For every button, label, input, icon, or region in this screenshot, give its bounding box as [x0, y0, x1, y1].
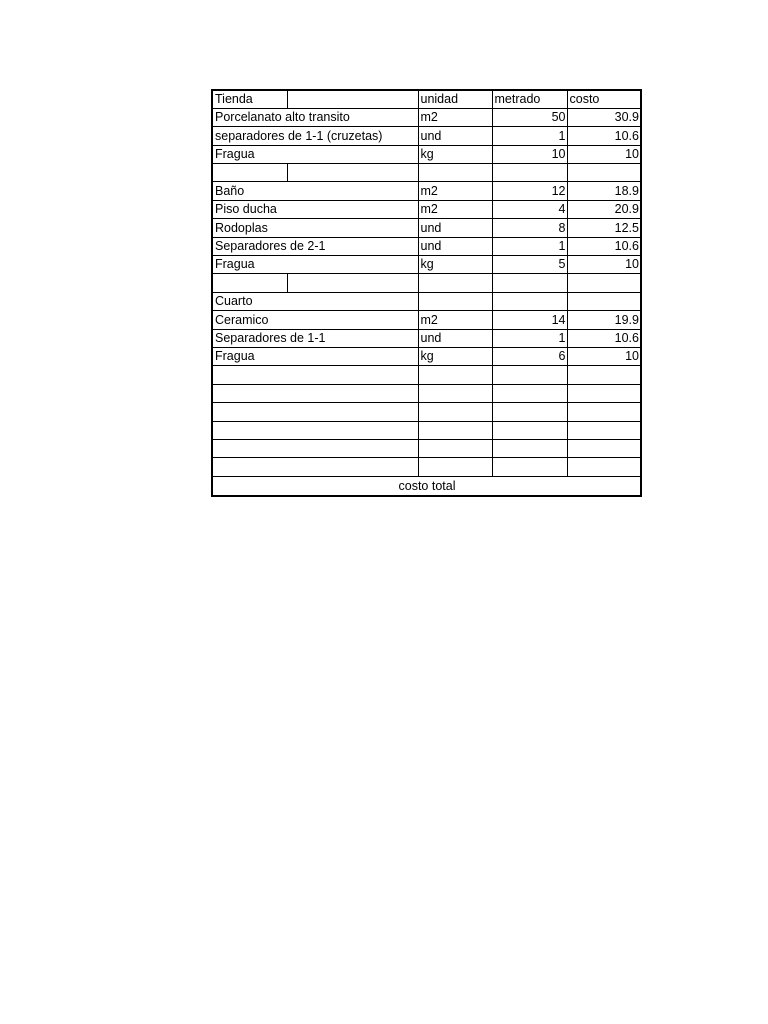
empty-cell[interactable]	[567, 458, 641, 476]
costo-cell[interactable]: 18.9	[567, 182, 641, 200]
item-cell[interactable]: Fragua	[212, 145, 418, 163]
table-row	[212, 329, 641, 347]
empty-cell[interactable]	[492, 421, 567, 439]
section-title-cell[interactable]: Cuarto	[212, 292, 418, 310]
empty-cell[interactable]	[212, 458, 418, 476]
header-row	[212, 90, 641, 108]
empty-cell[interactable]	[418, 421, 492, 439]
empty-cell[interactable]	[212, 421, 418, 439]
empty-cell[interactable]	[212, 439, 418, 457]
metrado-cell[interactable]	[492, 292, 567, 310]
empty-cell[interactable]	[492, 403, 567, 421]
empty-cell[interactable]	[418, 164, 492, 182]
unidad-cell[interactable]: kg	[418, 145, 492, 163]
unidad-cell[interactable]: m2	[418, 182, 492, 200]
costo-cell[interactable]: 12.5	[567, 219, 641, 237]
empty-row	[212, 366, 641, 384]
unidad-cell[interactable]: und	[418, 127, 492, 145]
costo-cell[interactable]: 30.9	[567, 108, 641, 126]
empty-cell[interactable]	[492, 384, 567, 402]
header-costo-cell[interactable]: costo	[567, 90, 641, 108]
metrado-cell[interactable]: 8	[492, 219, 567, 237]
metrado-cell[interactable]: 4	[492, 200, 567, 218]
costo-cell[interactable]	[567, 292, 641, 310]
metrado-cell[interactable]: 14	[492, 311, 567, 329]
table-row	[212, 347, 641, 365]
table-row	[212, 256, 641, 274]
costo-cell[interactable]: 10	[567, 256, 641, 274]
empty-cell[interactable]	[567, 439, 641, 457]
item-cell[interactable]: Porcelanato alto transito	[212, 108, 418, 126]
empty-cell[interactable]	[492, 366, 567, 384]
header-empty-cell[interactable]	[287, 90, 418, 108]
item-cell[interactable]: Ceramico	[212, 311, 418, 329]
item-cell[interactable]: Fragua	[212, 256, 418, 274]
empty-cell[interactable]	[567, 366, 641, 384]
metrado-cell[interactable]: 1	[492, 127, 567, 145]
costo-cell[interactable]: 19.9	[567, 311, 641, 329]
empty-cell[interactable]	[212, 164, 287, 182]
table-row	[212, 182, 641, 200]
empty-cell[interactable]	[287, 274, 418, 292]
unidad-cell[interactable]: und	[418, 329, 492, 347]
empty-cell[interactable]	[492, 458, 567, 476]
empty-row	[212, 164, 641, 182]
empty-cell[interactable]	[567, 164, 641, 182]
costo-cell[interactable]: 20.9	[567, 200, 641, 218]
table-row	[212, 127, 641, 145]
unidad-cell[interactable]: kg	[418, 347, 492, 365]
unidad-cell[interactable]: kg	[418, 256, 492, 274]
total-label-cell[interactable]: costo total	[212, 476, 641, 496]
table-row	[212, 237, 641, 255]
empty-cell[interactable]	[418, 384, 492, 402]
item-cell[interactable]: Separadores de 1-1	[212, 329, 418, 347]
metrado-cell[interactable]: 5	[492, 256, 567, 274]
header-metrado-cell[interactable]: metrado	[492, 90, 567, 108]
unidad-cell[interactable]: und	[418, 237, 492, 255]
unidad-cell[interactable]: und	[418, 219, 492, 237]
costo-cell[interactable]: 10.6	[567, 329, 641, 347]
item-cell[interactable]: Baño	[212, 182, 418, 200]
empty-cell[interactable]	[418, 439, 492, 457]
total-row	[212, 476, 641, 496]
empty-cell[interactable]	[492, 164, 567, 182]
metrado-cell[interactable]: 1	[492, 329, 567, 347]
table-row	[212, 200, 641, 218]
unidad-cell[interactable]	[418, 292, 492, 310]
empty-cell[interactable]	[418, 366, 492, 384]
item-cell[interactable]: Fragua	[212, 347, 418, 365]
costo-cell[interactable]: 10.6	[567, 237, 641, 255]
unidad-cell[interactable]: m2	[418, 311, 492, 329]
empty-row	[212, 384, 641, 402]
costo-cell[interactable]: 10.6	[567, 127, 641, 145]
empty-row	[212, 274, 641, 292]
empty-cell[interactable]	[212, 384, 418, 402]
item-cell[interactable]: Piso ducha	[212, 200, 418, 218]
unidad-cell[interactable]: m2	[418, 200, 492, 218]
empty-cell[interactable]	[212, 403, 418, 421]
empty-cell[interactable]	[418, 458, 492, 476]
empty-cell[interactable]	[492, 439, 567, 457]
table-row	[212, 145, 641, 163]
metrado-cell[interactable]: 6	[492, 347, 567, 365]
table-row	[212, 108, 641, 126]
empty-cell[interactable]	[567, 403, 641, 421]
empty-cell[interactable]	[418, 403, 492, 421]
empty-cell[interactable]	[212, 274, 287, 292]
empty-cell[interactable]	[567, 274, 641, 292]
item-cell[interactable]: separadores de 1-1 (cruzetas)	[212, 127, 418, 145]
empty-cell[interactable]	[492, 274, 567, 292]
costo-cell[interactable]: 10	[567, 145, 641, 163]
empty-cell[interactable]	[567, 421, 641, 439]
empty-row	[212, 403, 641, 421]
metrado-cell[interactable]: 50	[492, 108, 567, 126]
empty-row	[212, 439, 641, 457]
empty-cell[interactable]	[418, 274, 492, 292]
empty-row	[212, 421, 641, 439]
item-cell[interactable]: Separadores de 2-1	[212, 237, 418, 255]
table-row	[212, 219, 641, 237]
header-unidad-cell[interactable]: unidad	[418, 90, 492, 108]
unidad-cell[interactable]: m2	[418, 108, 492, 126]
metrado-cell[interactable]: 10	[492, 145, 567, 163]
metrado-cell[interactable]: 12	[492, 182, 567, 200]
empty-cell[interactable]	[567, 384, 641, 402]
header-item-cell[interactable]: Tienda	[212, 90, 287, 108]
metrado-cell[interactable]: 1	[492, 237, 567, 255]
item-cell[interactable]: Rodoplas	[212, 219, 418, 237]
materials-cost-table	[211, 89, 642, 497]
table-row	[212, 311, 641, 329]
section-row	[212, 292, 641, 310]
costo-cell[interactable]: 10	[567, 347, 641, 365]
empty-cell[interactable]	[212, 366, 418, 384]
empty-row	[212, 458, 641, 476]
empty-cell[interactable]	[287, 164, 418, 182]
